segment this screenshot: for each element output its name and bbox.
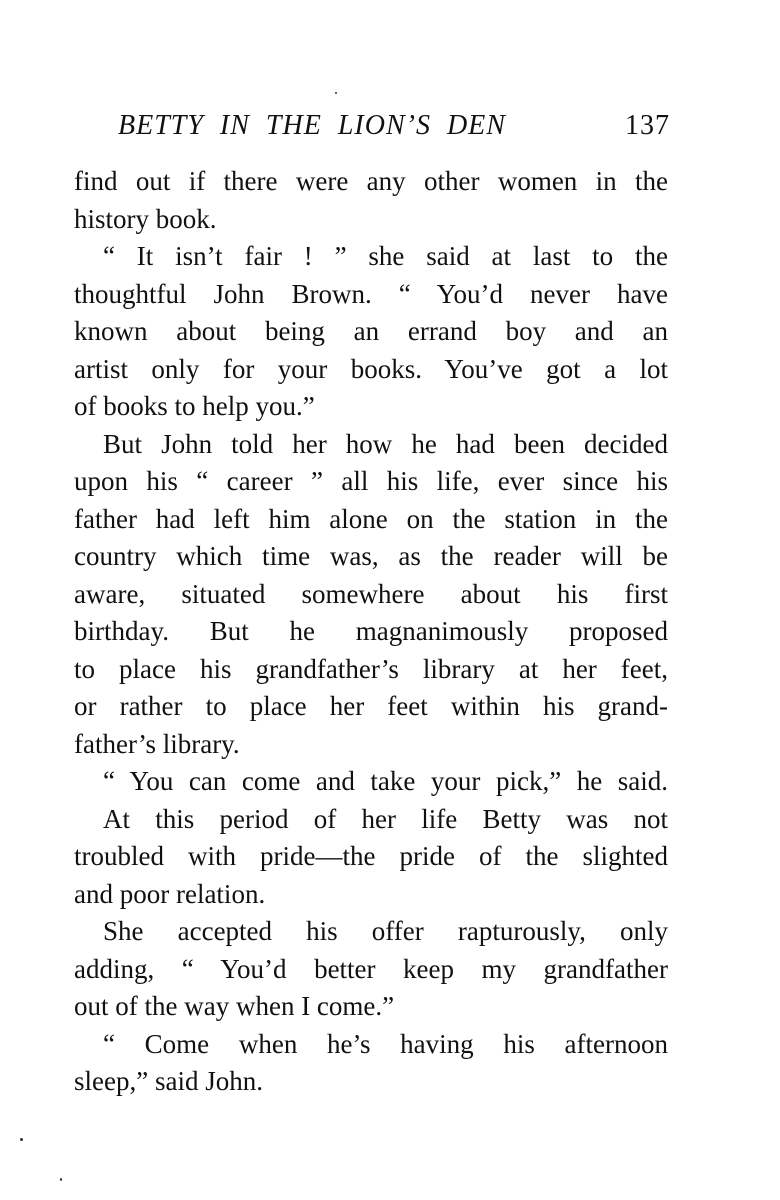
scan-speck: [20, 1138, 23, 1141]
text-line: adding, “ You’d better keep my grandfather: [74, 953, 668, 984]
body-text: [74, 163, 668, 1101]
text-line: father had left him alone on the station in the: [74, 503, 668, 534]
text-line: of books to help you.”: [74, 391, 315, 421]
text-line: birthday. But he magnanimously proposed: [74, 616, 668, 646]
text-line: history book.: [74, 203, 217, 234]
text-line: “ Come when he’s having his afternoon: [103, 1028, 668, 1059]
text-line: sleep,” said John.: [74, 1066, 263, 1096]
text-line: troubled with pride—the pride of the slighted: [74, 841, 668, 871]
text-line: father’s library.: [74, 728, 240, 759]
text-line: find out if there were any other women in the: [74, 166, 668, 196]
page-number: 137: [625, 110, 670, 141]
text-line: or rather to place her feet within his grand-: [74, 691, 668, 721]
text-line: She accepted his offer rapturously, only: [103, 916, 668, 946]
text-line: “ You can come and take your pick,” he said.: [103, 766, 668, 796]
running-head-title: BETTY IN THE LION’S DEN: [118, 110, 506, 141]
text-line: But John told her how he had been decided: [103, 428, 668, 459]
text-line: out of the way when I come.”: [74, 991, 395, 1021]
text-line: “ It isn’t fair ! ” she said at last to the: [103, 241, 668, 271]
scan-speck: [335, 92, 337, 94]
scan-speck: [60, 1178, 62, 1181]
text-line: known about being an errand boy and an: [74, 316, 668, 346]
text-line: aware, situated somewhere about his first: [74, 578, 668, 609]
running-head: [118, 106, 670, 146]
text-line: country which time was, as the reader will be: [74, 541, 668, 571]
text-line: and poor relation.: [74, 878, 266, 909]
text-line: thoughtful John Brown. “ You’d never have: [74, 278, 668, 309]
text-line: to place his grandfather’s library at her feet,: [74, 653, 668, 684]
text-line: artist only for your books. You’ve got a lot: [74, 353, 668, 384]
text-line: upon his “ career ” all his life, ever since his: [74, 466, 668, 496]
text-line: At this period of her life Betty was not: [103, 803, 668, 834]
